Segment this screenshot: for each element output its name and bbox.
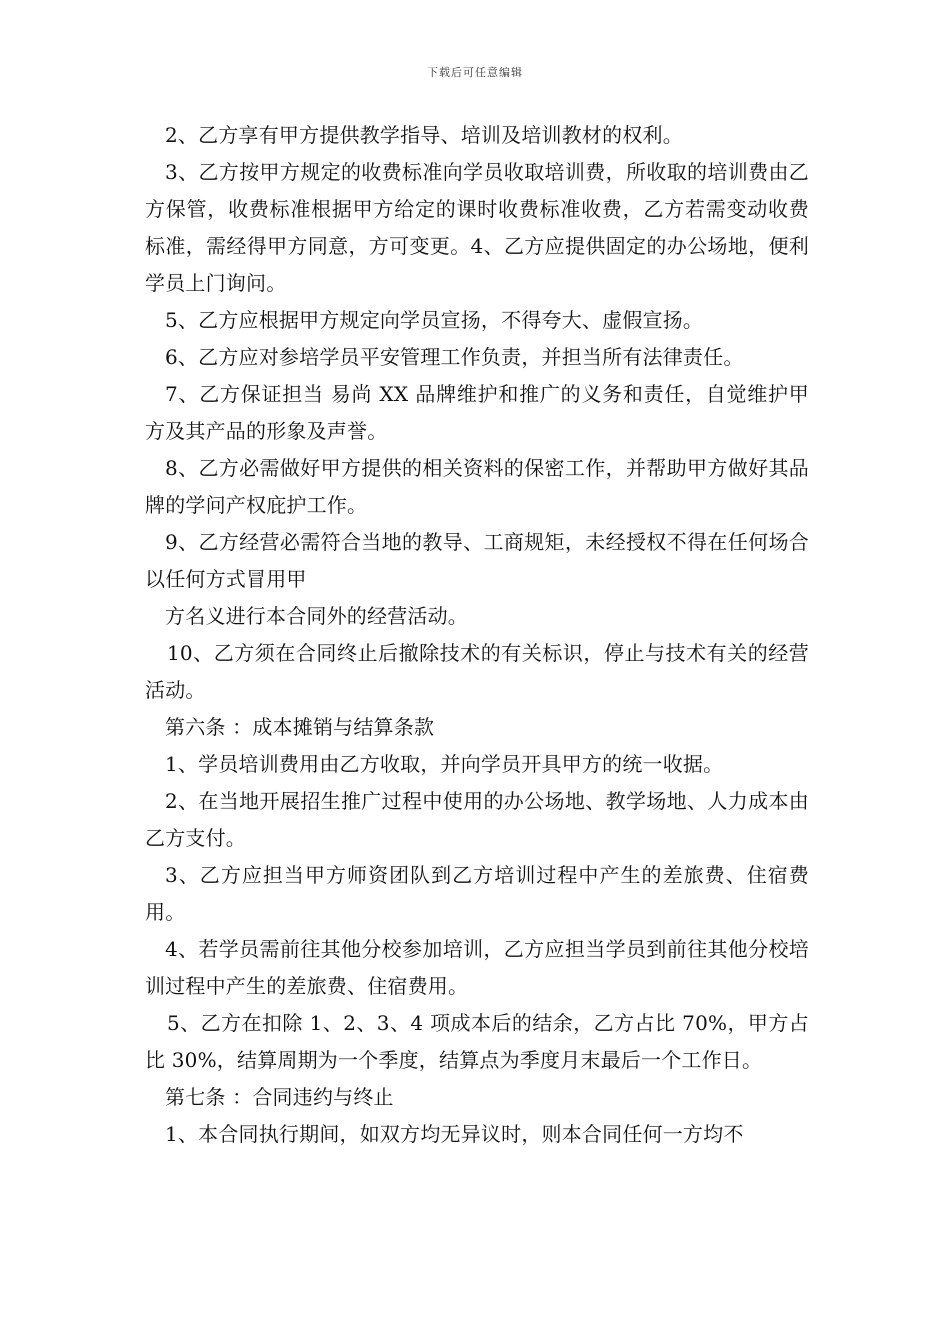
paragraph-7-brand: 7、乙方保证担当 易尚 XX 品牌维护和推广的义务和责任，自觉维护甲方及其产品的形象及声誉。 [145, 382, 809, 443]
article-6-item-3: 3、乙方应担当甲方师资团队到乙方培训过程中产生的差旅费、住宿费用。 [145, 863, 809, 924]
paragraph-6-safety: 6、乙方应对参培学员平安管理工作负责，并担当所有法律责任。 [165, 345, 744, 369]
paragraph-9-continued: 方名义进行本合同外的经营活动。 [165, 604, 468, 628]
document-body [145, 117, 809, 1153]
article-6-item-4: 4、若学员需前往其他分校参加培训，乙方应担当学员到前往其他分校培训过程中产生的差旅费、住宿费用。 [145, 937, 809, 998]
paragraph-5-promotion: 5、乙方应根据甲方规定向学员宣扬，不得夸大、虚假宣扬。 [165, 308, 704, 332]
paragraph-3-fee-collection: 3、乙方按甲方规定的收费标准向学员收取培训费，所收取的培训费由乙方保管，收费标准根据甲方给定的课时收费标准收费，乙方若需变动收费标准，需经得甲方同意，方可变更。4、乙方应提供固定的办公场地，便利学员上门询问。 [145, 160, 809, 295]
article-6-item-5: 5、乙方在扣除 1、2、3、4 项成本后的结余，乙方占比 70%，甲方占比 30%，结算周期为一个季度，结算点为季度月末最后一个工作日。 [145, 1011, 809, 1072]
paragraph-2-teaching-rights: 2、乙方享有甲方提供教学指导、培训及培训教材的权利。 [165, 123, 683, 147]
section-heading-article-6: 第六条 ：成本摊销与结算条款 [165, 715, 435, 739]
section-heading-article-7: 第七条 ：合同违约与终止 [165, 1085, 394, 1109]
paragraph-9-operations: 9、乙方经营必需符合当地的教导、工商规矩，未经授权不得在任何场合以任何方式冒用甲 [145, 530, 809, 591]
article-7-item-1: 1、本合同执行期间，如双方均无异议时，则本合同任何一方均不 [165, 1122, 744, 1146]
paragraph-10-termination-marks: 10、乙方须在合同终止后撤除技术的有关标识，停止与技术有关的经营活动。 [145, 641, 809, 702]
article-6-item-2: 2、在当地开展招生推广过程中使用的办公场地、教学场地、人力成本由乙方支付。 [145, 789, 809, 850]
paragraph-8-confidentiality: 8、乙方必需做好甲方提供的相关资料的保密工作，并帮助甲方做好其品牌的学问产权庇护工作。 [145, 456, 809, 517]
article-6-item-1: 1、学员培训费用由乙方收取，并向学员开具甲方的统一收据。 [165, 752, 724, 776]
page-header-note: 下载后可任意编辑 [427, 66, 523, 79]
